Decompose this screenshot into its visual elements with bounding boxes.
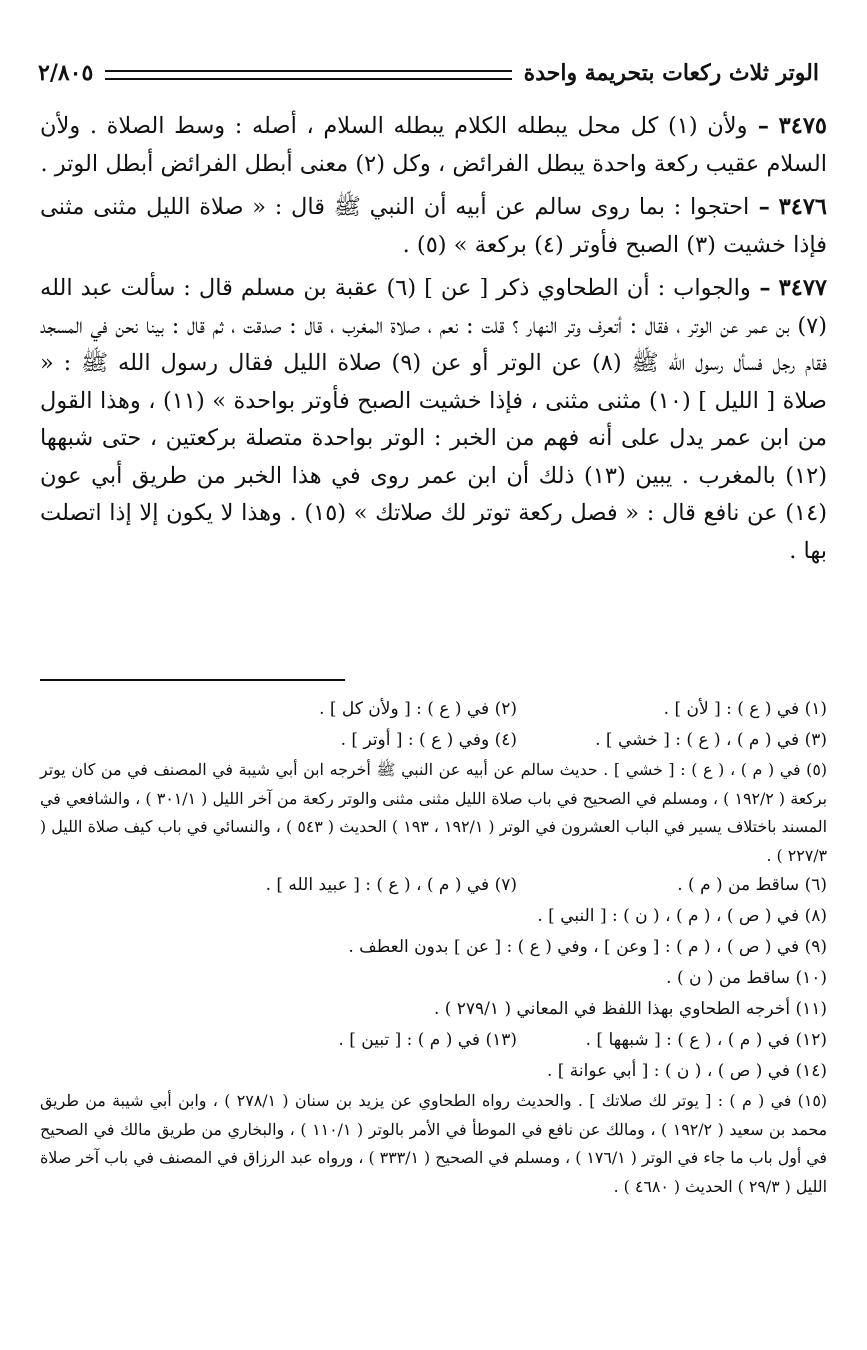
dash: –	[749, 194, 770, 220]
header-rule	[105, 70, 511, 80]
footnote-5: (٥) في ( م ) ، ( ع ) : [ خشي ] . حديث سالم عن أبيه عن النبي ﷺ أخرجه ابن أبي شيبة في المصنف في من كان يوتر بركعة ( ١٩٢/٢ ) ، ومسلم في الصحيح في باب صلاة الليل مثنى مثنى والوتر ركعة من آخر الليل ( ٣٠١/١ ) ، والشافعي في المسند باختلاف يسير في الباب العشرون في الوتر ( ١٩٢/١ ، ١٩٣ ) الحديث ( ٥٤٣ ) ، والنسائي في باب كيف صلاة الليل ( ٢٢٧/٣ ) .	[40, 760, 828, 865]
footnotes	[40, 694, 827, 1201]
footnote-4: (٤) وفي ( ع ) : [ أوتر ] .	[340, 730, 517, 750]
paragraph-3476	[40, 189, 827, 264]
footnote-row	[40, 870, 827, 901]
footnote-row	[40, 725, 827, 756]
main-text	[40, 108, 827, 576]
footnote-11: (١١) أخرجه الطحاوي بهذا اللفظ في المعاني ( ٢٧٩/١ ) .	[433, 999, 827, 1019]
footnote-6: (٦) ساقط من ( م ) .	[677, 875, 827, 895]
paragraph-3477	[40, 270, 827, 570]
paragraph-text: ولأن (١) كل محل يبطله الكلام يبطله السلام ، أصله : وسط الصلاة . ولأن السلام عقيب ركعة واحدة يبطل الفرائض ، وكل (٢) معنى أبطل الفرائض أبطل الوتر .	[40, 113, 827, 177]
chapter-title: الوتر ثلاث ركعات بتحريمة واحدة	[523, 60, 819, 86]
footnote-row	[40, 694, 827, 725]
footnote-14: (١٤) في ( ص ) ، ( ن ) : [ أبي عوانة ] .	[546, 1061, 827, 1081]
footnote-row	[40, 1025, 827, 1056]
footnote-1: (١) في ( ع ) : [ لأن ] .	[663, 699, 827, 719]
footnote-3: (٣) في ( م ) ، ( ع ) : [ خشي ] .	[595, 730, 827, 750]
issue-number: ٣٤٧٧	[778, 275, 828, 301]
footnote-7: (٧) في ( م ) ، ( ع ) : [ عبيد الله ] .	[265, 875, 517, 895]
footnote-2: (٢) في ( ع ) : [ ولأن كل ] .	[319, 699, 517, 719]
running-header	[38, 56, 819, 90]
dash: –	[750, 275, 771, 301]
paragraph-text: والجواب : أن الطحاوي ذكر [ عن ] (٦) عقبة بن مسلم قال : سألت عبد الله (٧) بن عمر عن الوتر ، فقال : أتعرف وتر النهار ؟ قلت : نعم ، صلاة المغرب ، قال : صدقت ، ثم قال : بينا نحن في المسجد فقام رجل فسأل رسول الله ﷺ (٨) عن الوتر أو عن (٩) صلاة الليل فقال رسول الله ﷺ : « صلاة [ الليل ] (١٠) مثنى مثنى ، فإذا خشيت الصبح فأوتر بواحدة » (١١) ، وهذا القول من ابن عمر يدل على أنه فهم من الخبر : الوتر بواحدة متصلة بركعتين ، حتى شبهها (١٢) بالمغرب . يبين (١٣) ذلك أن ابن عمر روى في هذا الخبر من طريق أبي عون (١٤) عن نافع قال : « فصل ركعة توتر لك صلاتك » (١٥) . وهذا لا يكون إلا إذا اتصلت بها .	[40, 275, 828, 564]
footnote-8: (٨) في ( ص ) ، ( م ) ، ( ن ) : [ النبي ] .	[537, 906, 827, 926]
issue-number: ٣٤٧٦	[778, 194, 827, 220]
footnote-9: (٩) في ( ص ) ، ( م ) : [ وعن ] ، وفي ( ع ) : [ عن ] بدون العطف .	[348, 937, 827, 957]
page-number: ٢/٨٠٥	[38, 60, 94, 86]
paragraph-text: احتجوا : بما روى سالم عن أبيه أن النبي ﷺ قال : « صلاة الليل مثنى مثنى فإذا خشيت (٣) الصبح فأوتر (٤) بركعة » (٥) .	[40, 194, 827, 258]
footnote-10: (١٠) ساقط من ( ن ) .	[666, 968, 827, 988]
footnote-12: (١٢) في ( م ) ، ( ع ) : [ شبهها ] .	[585, 1030, 827, 1050]
dash: –	[747, 113, 770, 139]
footnote-separator	[40, 679, 345, 681]
footnote-15: (١٥) في ( م ) : [ يوتر لك صلاتك ] . والحديث رواه الطحاوي عن يزيد بن سنان ( ٢٧٨/١ ) ، وابن أبي شيبة من طريق محمد بن سعيد ( ١٩٢/٢ ) ، ومالك عن نافع في الموطأ في الأمر بالوتر ( ١١٠/١ ) ، والبخاري من طريق مالك في الصحيح في أول باب ما جاء في الوتر ( ١٧٦/١ ) ، ومسلم في الصحيح ( ٣٣٣/١ ) ، ورواه عبد الرزاق في المصنف في باب آخر صلاة الليل ( ٢٩/٣ ) الحديث ( ٤٦٨٠ ) .	[40, 1091, 828, 1196]
footnote-13: (١٣) في ( م ) : [ تبين ] .	[338, 1030, 517, 1050]
paragraph-3475	[40, 108, 827, 183]
issue-number: ٣٤٧٥	[778, 113, 828, 139]
